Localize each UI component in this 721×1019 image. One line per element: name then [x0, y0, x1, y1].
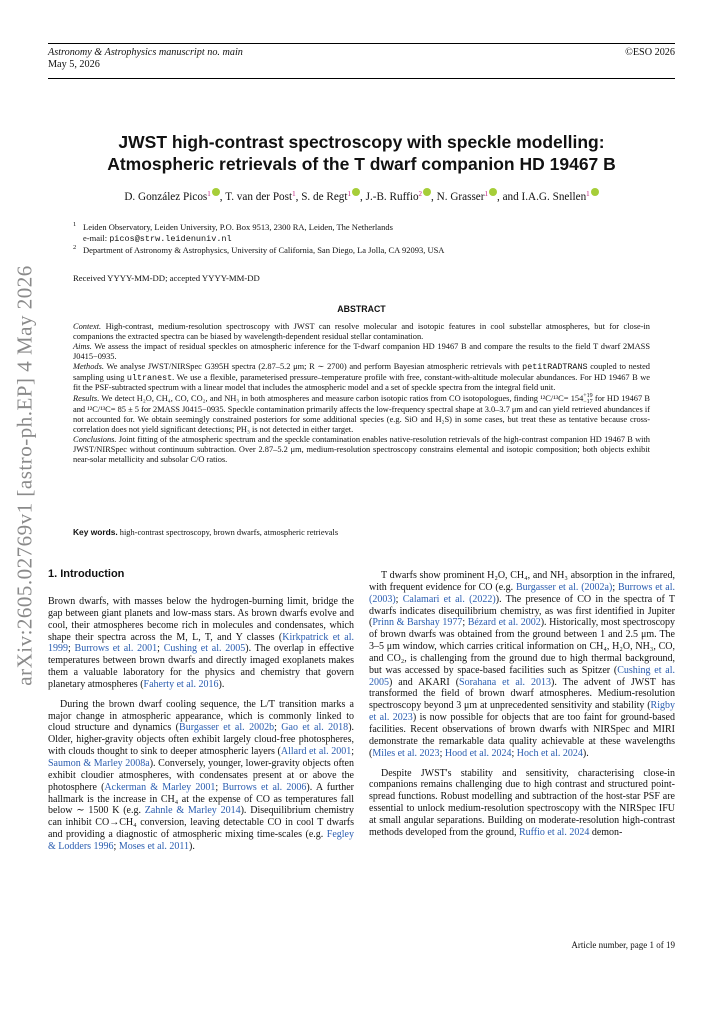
orcid-icon[interactable] [423, 188, 431, 196]
abstract-conclusions-label: Conclusions. [73, 435, 117, 445]
orcid-icon[interactable] [352, 188, 360, 196]
body-text: ). Conversely, younger, lower-gravity objects often exhibit cloudier atmospheres, with condensates present at or above the photosphere ( [48, 757, 354, 793]
citation-separator: ; [351, 746, 354, 758]
citation-link[interactable]: Saumon & Marley 2008a [48, 757, 150, 769]
citation-link[interactable]: Burgasser et al. 2002b [179, 722, 275, 734]
paper-title-line-1: JWST high-contrast spectroscopy with speckle modelling: [118, 132, 605, 152]
abstract-methods [73, 362, 650, 394]
abstract-context [73, 322, 650, 342]
author-name: S. de Regt [301, 191, 348, 203]
citation-link[interactable]: Burrows et al. (2003) [369, 581, 676, 605]
author-entry[interactable] [124, 191, 219, 203]
body-text: Brown dwarfs, with masses below the hydrogen-burning limit, bridge the gap between giant planets and low-mass stars. As brown dwarfs evolve and cool, their atmospheres become rich in molecules and condensates, which shape their spectra across the M, L, T, and Y classes ( [48, 596, 354, 643]
abstract-methods-text: We analyse JWST/NIRSpec G395H spectra (2.87–5.2 μm; R ∼ 2700) and perform Bayesian atmospheric retrievals with [106, 361, 520, 371]
author-entry[interactable] [437, 191, 497, 203]
abstract-heading: ABSTRACT [337, 304, 386, 314]
code-name-petitradtrans: petitRADTRANS [522, 361, 588, 372]
abstract-conclusions [73, 435, 650, 465]
paper-title [48, 131, 675, 175]
citation-separator: ; [274, 722, 282, 734]
citation-link[interactable]: Gao et al. 2018 [281, 722, 349, 734]
author-name: I.A.G. Snellen [521, 191, 587, 203]
body-text: ) and AKARI ( [389, 676, 460, 688]
citation-separator: ; [439, 747, 445, 759]
orcid-icon[interactable] [591, 188, 599, 196]
journal-name: Astronomy & Astrophysics manuscript no. main [48, 47, 243, 58]
abstract-methods-label: Methods. [73, 361, 104, 371]
abstract-aims [73, 342, 650, 362]
citation-link[interactable]: Ruffio et al. 2024 [518, 826, 590, 838]
affiliation-mark: 1 [347, 190, 351, 198]
received-dates: Received YYYY-MM-DD; accepted YYYY-MM-DD [73, 273, 260, 283]
abstract-results-text: We detect H₂O, CH₄, CO, CO₂, and NH₃ in both atmospheres and measure carbon isotopic ratios from CO isotopologues, finding ¹²C/¹³C= 154 [101, 394, 584, 404]
author-name: J.-B. Ruffio [365, 191, 419, 203]
citation-link[interactable]: Bézard et al. 2002 [467, 617, 541, 629]
body-text: demon- [589, 826, 623, 838]
citation-link[interactable]: Calamari et al. (2022) [402, 593, 496, 605]
affiliation-mark: 2 [418, 190, 423, 198]
citation-link[interactable]: Rigby et al. 2023 [369, 700, 675, 724]
paragraph [48, 596, 354, 691]
citation-link[interactable]: Prinn & Barshay 1977 [372, 617, 463, 629]
citation-link[interactable]: Moses et al. 2011 [118, 840, 190, 852]
body-column-left [48, 596, 354, 853]
author-entry[interactable] [225, 191, 295, 203]
body-text: ). [189, 840, 195, 852]
citation-link[interactable]: Fegley & Lodders 1996 [48, 829, 354, 852]
citation-link[interactable]: Faherty et al. 2016 [143, 678, 219, 690]
citation-link[interactable]: Burgasser et al. (2002a) [515, 581, 613, 593]
affiliation-mark: 1 [292, 190, 296, 198]
affiliation-mark: 1 [586, 190, 590, 198]
citation-link[interactable]: Burrows et al. 2001 [74, 643, 158, 655]
keywords-text: high-contrast spectroscopy, brown dwarfs, atmospheric retrievals [119, 528, 339, 537]
body-text: ). The overlap in effective temperatures between brown dwarfs and directly imaged exoplanets makes them a valuable laboratory for the physics and chemistry that govern planetary atmospheres ( [48, 643, 354, 690]
author-separator: , [295, 191, 302, 203]
body-text: Despite JWST's stability and sensitivity, characterising close-in companions remains challenging due to high contrast and structured point-spread functions. Robust modelling and subtraction of the host-star PSF are essential to unlock medium-resolution spectroscopy with the NIRSpec IFU at small angular separations. Building on moderate-resolution high-contrast methods developed from the ground, [369, 767, 675, 838]
abstract-results [73, 393, 650, 435]
abstract-aims-text: We assess the impact of residual speckles on atmospheric inference for the T-dwarf companion HD 19467 B and compare the results to the field T dwarf 2MASS J0415−0935. [73, 341, 650, 361]
orcid-icon[interactable] [212, 188, 220, 196]
citation-link[interactable]: Kirkpatrick et al. 1999 [48, 631, 354, 655]
citation-link[interactable]: Hoch et al. 2024 [516, 747, 583, 759]
abstract-conclusions-text: Joint fitting of the atmospheric spectrum and the speckle contamination enables native-resolution retrievals of the high-contrast companion HD 19467 B with JWST/NIRSpec without continuum subtraction. Over 2.87–5.2 μm, medium-resolution spectroscopy constrains elemental and isotopic composition; both objects exhibit near-solar metallicity and subsolar C/O ratios. [73, 435, 650, 464]
section-heading-introduction: 1. Introduction [48, 568, 125, 580]
citation-link[interactable]: Sorahana et al. 2013 [459, 676, 551, 688]
citation-link[interactable]: Cushing et al. 2005 [369, 664, 675, 688]
citation-separator: ; [113, 840, 119, 852]
paragraph [369, 768, 675, 839]
affiliation-list [73, 222, 673, 256]
author-separator: , [431, 191, 437, 203]
affiliation-number: 2 [73, 244, 77, 251]
affiliation-text: Department of Astronomy & Astrophysics, University of California, San Diego, La Jolla, CA 92093, USA [83, 245, 445, 255]
author-name: T. van der Post [225, 191, 293, 203]
body-text: ). Historically, most spectroscopy of brown dwarfs was obtained from the ground between 1 and 2.5 μm. The 3–5 μm window, which carries critical information on CH₄, H₂O, NH₃, CO, and CO₂, is challenging from the ground due to high thermal background, but was accessed by space-based facilities such as Spitzer ( [369, 617, 676, 676]
page-footer: Article number, page 1 of 19 [571, 940, 675, 950]
abstract-context-text: High-contrast, medium-resolution spectroscopy with JWST can resolve molecular and isotopic features in cool substellar atmospheres, but for close-in companions the extracted spectra can be biased by wavelength-dependent residual stellar contamination. [73, 322, 650, 341]
journal-header [48, 43, 675, 79]
manuscript-date: May 5, 2026 [48, 59, 100, 70]
body-text: ). A further hallmark is the increase in CH₄ at the expense of CO as temperatures fall below ∼ 1500 K (e.g. [48, 781, 354, 817]
author-entry[interactable] [522, 191, 599, 203]
author-name: D. González Picos [124, 191, 208, 203]
paragraph [369, 570, 675, 760]
affiliation-item [73, 222, 673, 233]
citation-separator: ; [157, 643, 164, 655]
body-text: ). Disequilibrium chemistry can inhibit CO→CH₄ conversion, leaving detectable CO in cool T dwarfs and providing a diagnostic of atmospheric mixing time-scales (e.g. [48, 805, 354, 841]
citation-separator: ; [462, 617, 468, 629]
lower-uncertainty: −17 [583, 399, 593, 406]
body-text: ). Older, higher-gravity objects often exhibit largely cloud-free photospheres, with clouds thought to sink to deeper atmospheric layers ( [48, 722, 355, 758]
copyright-notice: ©ESO 2026 [625, 47, 675, 58]
author-list [48, 187, 675, 204]
author-entry[interactable] [366, 191, 431, 203]
citation-link[interactable]: Allard et al. 2001 [280, 746, 352, 758]
body-text: ) is now possible for objects that are too faint for ground-based facilities. Recent observations of brown dwarfs with NIRSpec and MIRI demonstrate the remarkable data quality achievable at these wavelengths ( [369, 712, 675, 759]
citation-link[interactable]: Burrows et al. 2006 [222, 781, 307, 793]
code-name-ultranest: ultranest [126, 372, 173, 383]
upper-uncertainty: +19 [583, 393, 593, 400]
arxiv-identifier-text: arXiv:2605.02769v1 [astro-ph.EP] 4 May 2026 [12, 264, 37, 686]
abstract-aims-label: Aims. [73, 341, 92, 351]
paper-title-line-2: Atmospheric retrievals of the T dwarf companion HD 19467 B [107, 154, 616, 174]
citation-separator: ; [511, 747, 517, 759]
citation-link[interactable]: Cushing et al. 2005 [163, 643, 246, 655]
citation-link[interactable]: Miles et al. 2023 [372, 747, 440, 759]
body-column-right [369, 570, 675, 839]
body-text: ). The advent of JWST has transformed the field of brown dwarf atmospheres. Medium-resolution spectroscopy beyond 3 μm at unprecedented sensitivity and stability ( [369, 676, 675, 712]
body-text: During the brown dwarf cooling sequence, the L/T transition marks a major change in atmospheric appearance, which is commonly linked to cloud structure and dynamics ( [48, 698, 354, 734]
citation-separator: ; [215, 781, 223, 793]
abstract-body [73, 322, 650, 465]
abstract-results-text: for HD 19467 B and ¹²C/¹³C= 85 ± 5 for 2MASS J0415−0935. Speckle contamination primarily affects the low-frequency spectral shape at 3.0–3.7 μm and can yield retrieved abundances if not accounted for. We obtain seemingly constrained posteriors for some additional species (e.g. SiO and H₂S) in some cases, but treat these as tentative because cross-correlation does not yield significant detections; PH₃ is not detected in either target. [73, 394, 651, 435]
corresponding-email-row [73, 233, 673, 245]
uncertainty-bounds [583, 393, 592, 405]
citation-link[interactable]: Ackerman & Marley 2001 [104, 781, 216, 793]
body-text: T dwarfs show prominent H₂O, CH₄, and NH₃ absorption in the infrared, with frequent evidence for CO (e.g. [369, 570, 675, 593]
affiliation-text: Leiden Observatory, Leiden University, P.O. Box 9513, 2300 RA, Leiden, The Netherlands [83, 222, 393, 232]
citation-separator: ; [68, 643, 75, 655]
author-separator: , and [496, 191, 522, 203]
affiliation-number: 1 [73, 221, 77, 228]
affiliation-item [73, 245, 673, 256]
abstract-results-label: Results. [73, 394, 100, 404]
author-entry[interactable] [301, 191, 360, 203]
email-address[interactable]: picos@strw.leidenuniv.nl [109, 234, 232, 244]
arxiv-identifier-stamp [5, 260, 45, 690]
keywords-label: Key words. [73, 527, 118, 537]
abstract-context-label: Context. [73, 322, 102, 331]
paragraph [48, 699, 354, 853]
abstract-methods-text: coupled to nested sampling using [73, 361, 650, 382]
body-text: ). The presence of CO in the spectra of T dwarfs indicates disequilibrium chemistry, as was first identified in Jupiter ( [369, 593, 676, 629]
orcid-icon[interactable] [489, 188, 497, 196]
affiliation-mark: 1 [484, 190, 488, 198]
citation-separator: ; [612, 581, 618, 593]
journal-header-left [48, 47, 243, 71]
body-text: ). [582, 747, 589, 759]
author-separator: , [219, 191, 226, 203]
author-name: N. Grasser [436, 191, 485, 203]
citation-link[interactable]: Zahnle & Marley 2014 [144, 805, 241, 817]
keywords-line [73, 527, 650, 537]
citation-separator: ; [395, 593, 403, 605]
author-separator: , [360, 191, 366, 203]
affiliation-mark: 1 [207, 190, 211, 198]
body-text: ). [218, 678, 225, 690]
email-prefix: e-mail: [83, 233, 110, 243]
abstract-methods-text: . We use a flexible, parameterised pressure–temperature profile with free, constant-with-altitude molecular abundances. For HD 19467 B we fit the PSF-subtracted spectrum with a linear model that includes the atmospheric model and a set of speckle spectra from the integral field unit. [73, 372, 651, 393]
citation-link[interactable]: Hood et al. 2024 [444, 747, 512, 759]
